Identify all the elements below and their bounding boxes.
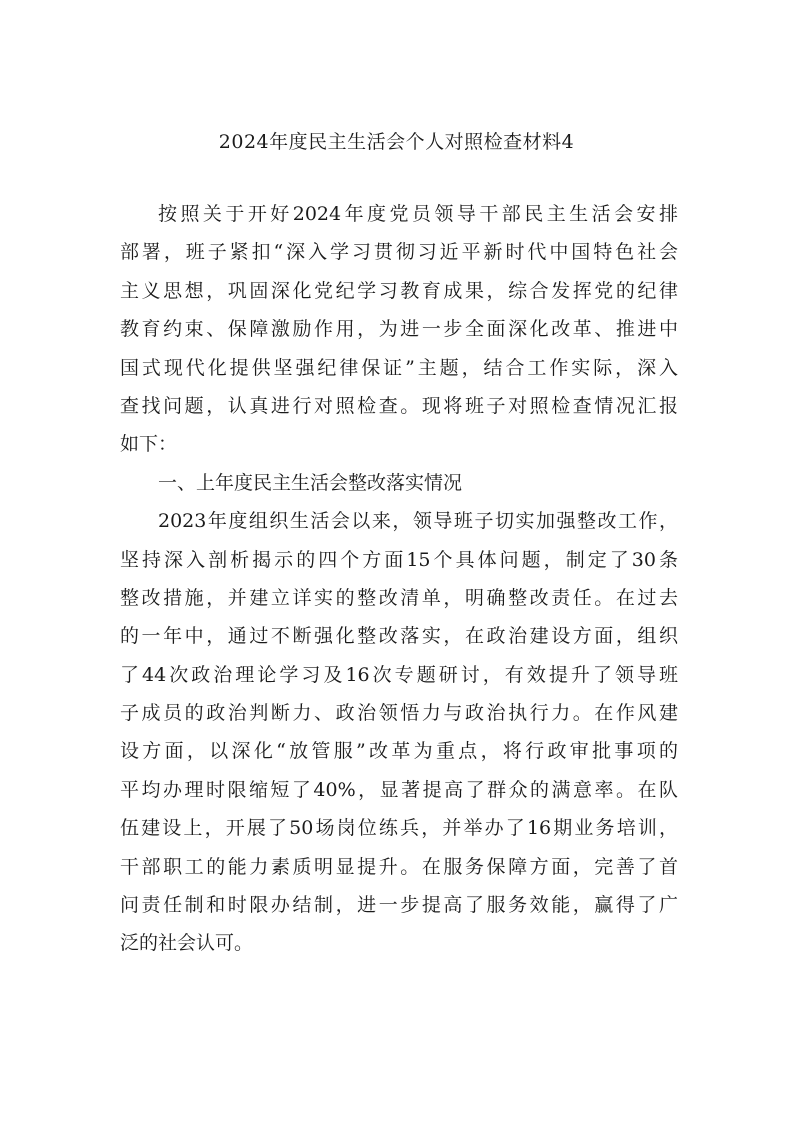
text-line: 整改措施，并建立详实的整改清单，明确整改责任。在过去 (120, 586, 678, 609)
text-line: 干部职工的能力素质明显提升。在服务保障方面，完善了首 (120, 855, 678, 878)
text-line: 查找问题，认真进行对照检查。现将班子对照检查情况汇报 (120, 394, 678, 417)
text-line: 国式现代化提供坚强纪律保证”主题，结合工作实际，深入 (120, 356, 678, 379)
text-line: 教育约束、保障激励作用，为进一步全面深化改革、推进中 (120, 318, 678, 341)
text-line: 子成员的政治判断力、政治领悟力与政治执行力。在作风建 (120, 702, 678, 725)
text-line: 伍建设上，开展了50场岗位练兵，并举办了16期业务培训， (120, 817, 678, 840)
document-body (120, 195, 678, 963)
intro-paragraph (120, 195, 678, 464)
text-line: 的一年中，通过不断强化整改落实，在政治建设方面，组织 (120, 625, 678, 648)
text-line: 2023年度组织生活会以来，领导班子切实加强整改工作， (158, 510, 678, 533)
text-line: 问责任制和时限办结制，进一步提高了服务效能，赢得了广 (120, 894, 678, 917)
text-line: 坚持深入剖析揭示的四个方面15个具体问题，制定了30条 (120, 548, 678, 571)
text-line: 如下： (120, 433, 178, 456)
text-line: 设方面，以深化“放管服”改革为重点，将行政审批事项的 (120, 740, 678, 763)
text-line: 泛的社会认可。 (120, 932, 254, 955)
text-line: 部署，班子紧扣“深入学习贯彻习近平新时代中国特色社会 (120, 241, 678, 264)
text-line: 平均办理时限缩短了40%，显著提高了群众的满意率。在队 (120, 778, 678, 801)
section-heading: 一、上年度民主生活会整改落实情况 (158, 471, 463, 494)
document-title: 2024年度民主生活会个人对照检查材料4 (218, 131, 575, 153)
section-paragraph (120, 502, 678, 963)
text-line: 了44次政治理论学习及16次专题研讨，有效提升了领导班 (120, 663, 678, 686)
text-line: 按照关于开好2024年度党员领导干部民主生活会安排 (158, 203, 678, 225)
text-line: 主义思想，巩固深化党纪学习教育成果，综合发挥党的纪律 (120, 279, 678, 302)
